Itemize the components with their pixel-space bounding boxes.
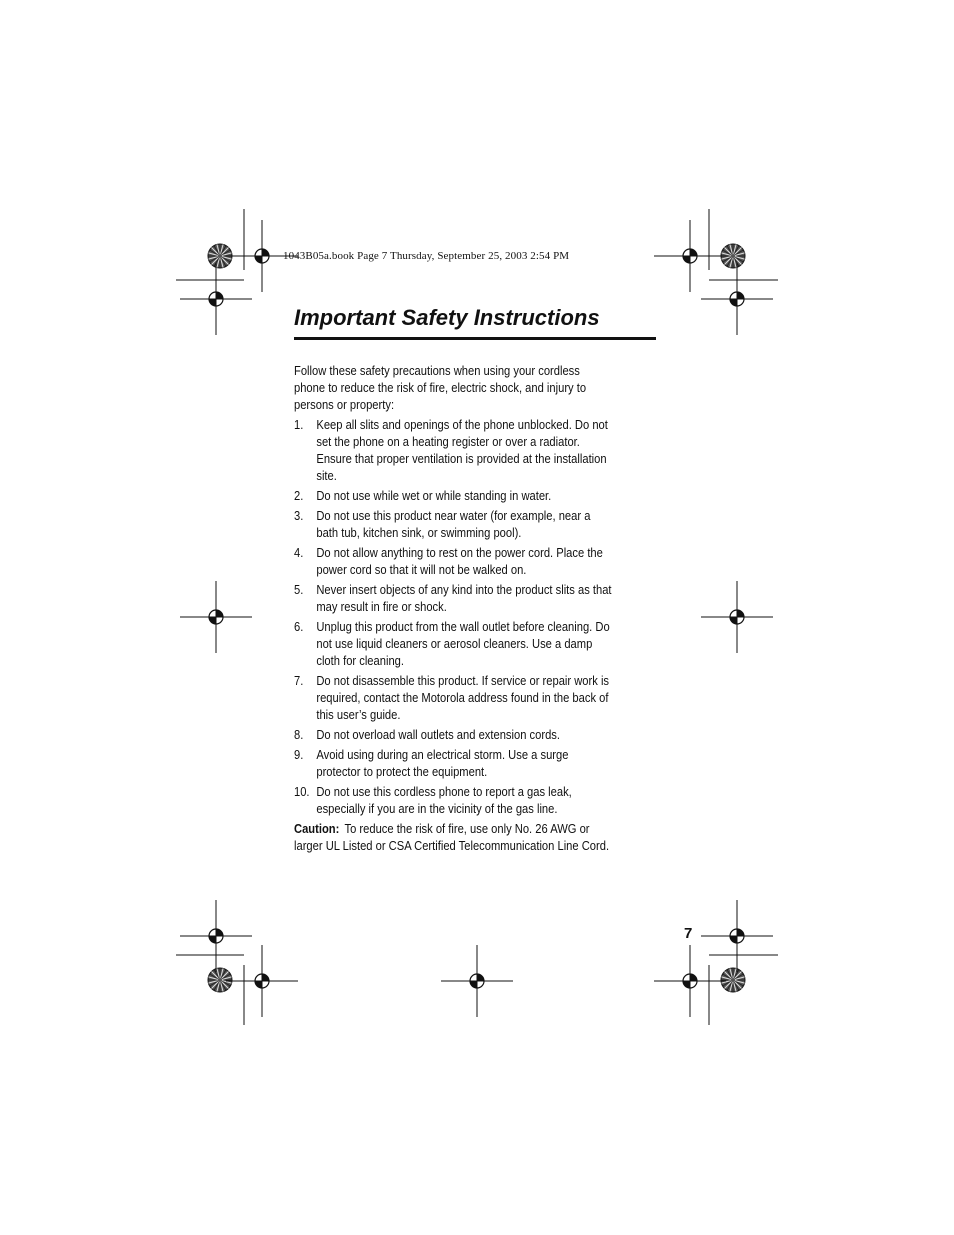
print-header: 1043B05a.book Page 7 Thursday, September 25, 2003 2:54 PM — [283, 250, 570, 262]
body-content — [294, 362, 614, 857]
item-number: 6. — [294, 619, 304, 634]
list-item — [294, 783, 614, 817]
list-item — [294, 672, 614, 723]
item-text: Do not allow anything to rest on the power cord. Place the power cord so that it will not be walked on. — [316, 545, 603, 577]
page-number: 7 — [684, 925, 693, 942]
intro-paragraph: Follow these safety precautions when using your cordless phone to reduce the risk of fire, electric shock, and injury to persons or property: — [294, 363, 587, 412]
list-item — [294, 581, 614, 615]
item-number: 7. — [294, 673, 304, 688]
item-text: Do not use this product near water (for example, near a bath tub, kitchen sink, or swimming pool). — [316, 508, 591, 540]
item-text: Do not use this cordless phone to report a gas leak, especially if you are in the vicinity of the gas line. — [316, 784, 572, 816]
safety-list — [294, 416, 614, 817]
caution-note — [294, 820, 614, 854]
item-text: Avoid using during an electrical storm. Use a surge protector to protect the equipment. — [316, 747, 569, 779]
list-item — [294, 618, 614, 669]
item-number: 9. — [294, 747, 304, 762]
item-number: 3. — [294, 508, 304, 523]
title-underline — [294, 337, 656, 340]
item-text: Do not disassemble this product. If service or repair work is required, contact the Motorola address found in the back of this user’s guide. — [316, 673, 610, 722]
item-text: Do not overload wall outlets and extension cords. — [316, 727, 560, 742]
item-number: 10. — [294, 784, 310, 799]
item-text: Never insert objects of any kind into the product slits as that may result in fire or shock. — [316, 582, 612, 614]
item-number: 8. — [294, 727, 304, 742]
list-item — [294, 416, 614, 484]
caution-text: To reduce the risk of fire, use only No. 26 AWG or larger UL Listed or CSA Certified Telecommunication Line Cord. — [294, 821, 610, 853]
item-text: Keep all slits and openings of the phone unblocked. Do not set the phone on a heating register or over a radiator. Ensure that proper ventilation is provided at the installation site. — [316, 417, 608, 483]
item-number: 2. — [294, 488, 304, 503]
item-number: 4. — [294, 545, 304, 560]
list-item — [294, 746, 614, 780]
caution-label: Caution: — [294, 821, 340, 836]
item-number: 1. — [294, 417, 304, 432]
list-item — [294, 507, 614, 541]
item-number: 5. — [294, 582, 304, 597]
list-item — [294, 544, 614, 578]
item-text: Unplug this product from the wall outlet before cleaning. Do not use liquid cleaners or aerosol cleaners. Use a damp cloth for cleaning. — [316, 619, 610, 668]
item-text: Do not use while wet or while standing in water. — [316, 488, 552, 503]
list-item — [294, 726, 614, 743]
page-title: Important Safety Instructions — [294, 305, 600, 330]
list-item — [294, 487, 614, 504]
